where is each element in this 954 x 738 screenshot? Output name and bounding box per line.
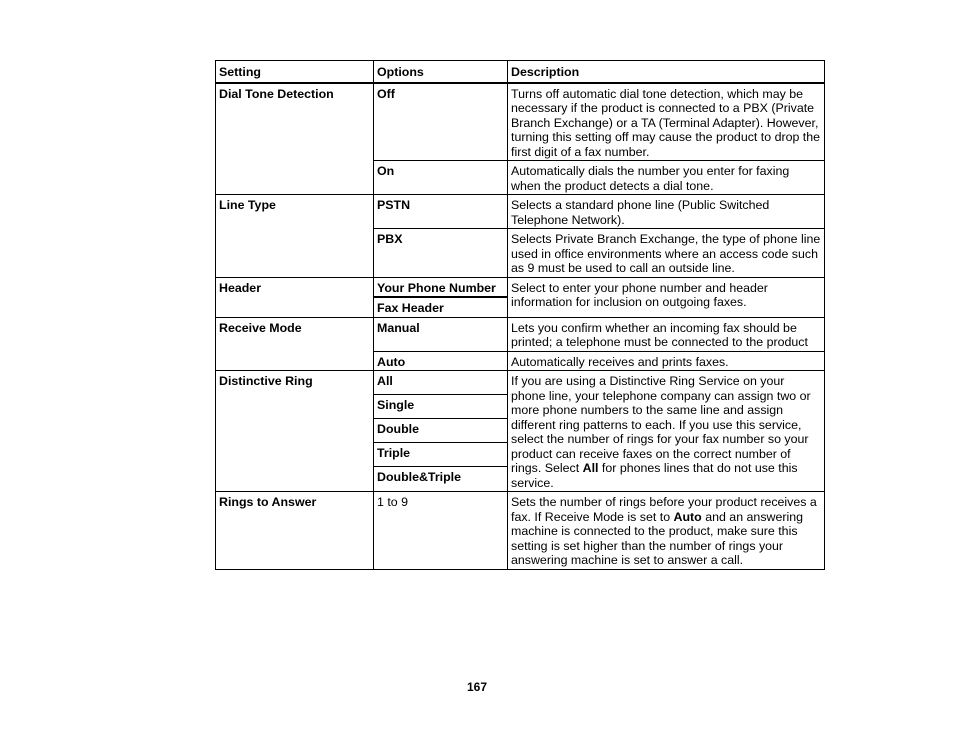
table-row — [216, 277, 825, 297]
setting-receive-mode: Receive Mode — [216, 317, 374, 371]
setting-rings-to-answer: Rings to Answer — [216, 492, 374, 570]
table-row — [216, 492, 825, 570]
description-on: Automatically dials the number you enter for faxing when the product detects a dial tone. — [508, 161, 825, 195]
fax-settings-table — [215, 60, 825, 570]
table-row — [216, 83, 825, 161]
description-manual: Lets you confirm whether an incoming fax should be printed; a telephone must be connected to the product — [508, 317, 825, 351]
description-bold-all: All — [582, 461, 599, 475]
option-double: Double — [374, 419, 508, 443]
option-triple: Triple — [374, 443, 508, 467]
description-text: If you are using a Distinctive Ring Service on your phone line, your telephone company can assign two or more phone numbers to the same line and assign different ring patterns to each. If you use this service, select the number of rings for your fax number so your product can receive faxes on the correct number of rings. Select — [511, 374, 811, 475]
header-options: Options — [374, 61, 508, 83]
description-text: and an answering machine is connected to the product, make sure this setting is set higher than the number of rings your answering machine is set to answer a call. — [511, 509, 804, 567]
option-pstn: PSTN — [374, 195, 508, 229]
header-description: Description — [508, 61, 825, 83]
description-rings-to-answer — [508, 492, 825, 570]
table-row — [216, 371, 825, 395]
option-fax-header: Fax Header — [374, 297, 508, 317]
description-header: Select to enter your phone number and header information for inclusion on outgoing faxes. — [508, 277, 825, 317]
header-setting: Setting — [216, 61, 374, 83]
description-text: Sets the number of rings before your product receives a fax. If Receive Mode is set to — [511, 495, 817, 524]
setting-distinctive-ring: Distinctive Ring — [216, 371, 374, 492]
option-on: On — [374, 161, 508, 195]
description-distinctive-ring — [508, 371, 825, 492]
option-manual: Manual — [374, 317, 508, 351]
description-off: Turns off automatic dial tone detection, which may be necessary if the product is connected to a PBX (Private Branch Exchange) or a TA (Terminal Adapter). However, turning this setting off may cause the product to drop the first digit of a fax number. — [508, 83, 825, 161]
description-text: for phones lines that do not use this service. — [511, 461, 798, 490]
setting-dial-tone-detection: Dial Tone Detection — [216, 83, 374, 195]
table-header-row — [216, 61, 825, 83]
option-single: Single — [374, 395, 508, 419]
option-1-to-9: 1 to 9 — [374, 492, 508, 570]
description-auto: Automatically receives and prints faxes. — [508, 351, 825, 371]
option-your-phone-number: Your Phone Number — [374, 277, 508, 297]
option-pbx: PBX — [374, 229, 508, 278]
option-double-triple: Double&Triple — [374, 467, 508, 492]
setting-line-type: Line Type — [216, 195, 374, 278]
description-pstn: Selects a standard phone line (Public Switched Telephone Network). — [508, 195, 825, 229]
description-pbx: Selects Private Branch Exchange, the type of phone line used in office environments where an access code such as 9 must be used to call an outside line. — [508, 229, 825, 278]
table-row — [216, 195, 825, 229]
page-number: 167 — [466, 680, 488, 694]
option-off: Off — [374, 83, 508, 161]
option-all: All — [374, 371, 508, 395]
table-row — [216, 317, 825, 351]
option-auto: Auto — [374, 351, 508, 371]
setting-header: Header — [216, 277, 374, 317]
description-bold-auto: Auto — [673, 509, 702, 524]
